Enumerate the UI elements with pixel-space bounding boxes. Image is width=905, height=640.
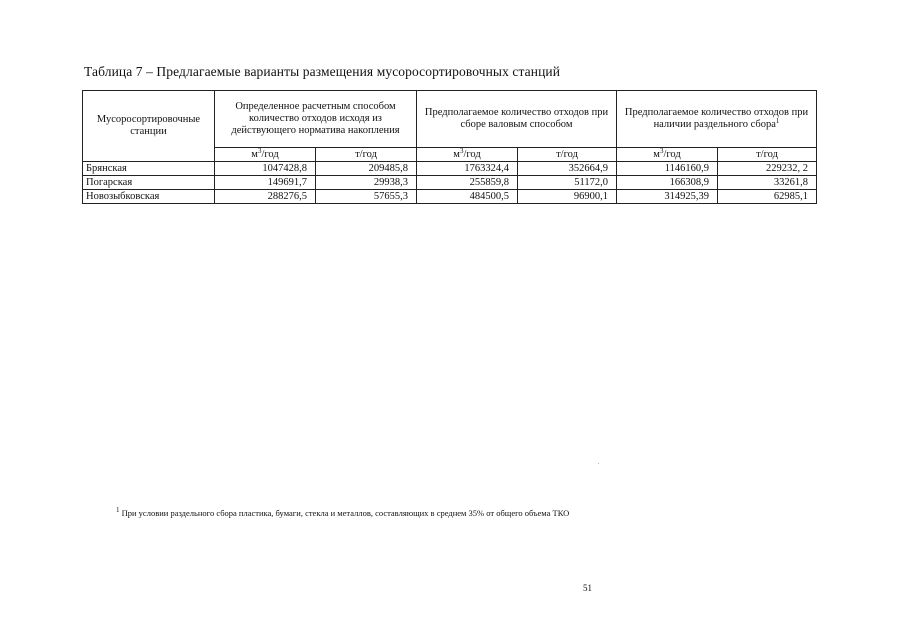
unit-m3: $м^3$/год	[617, 148, 718, 162]
footnote-marker: 1	[116, 506, 120, 514]
table-row	[83, 162, 817, 176]
scan-speck	[598, 463, 599, 464]
unit-t: т/год	[518, 148, 617, 162]
table-row	[83, 190, 817, 204]
unit-t: т/год	[718, 148, 817, 162]
table-cell: 166308,9	[617, 176, 718, 190]
station-name: Новозыбковская	[83, 190, 215, 204]
table-cell: 51172,0	[518, 176, 617, 190]
footnote-ref: 1	[775, 117, 780, 125]
table-cell: 1047428,8	[215, 162, 316, 176]
header-separate-collection	[617, 91, 817, 148]
unit-t: т/год	[316, 148, 417, 162]
footnote-text: При условии раздельного сбора пластика, бумаги, стекла и металлов, составляющих в среднем 35% от общего объема ТКО	[121, 508, 570, 518]
station-name: Брянская	[83, 162, 215, 176]
unit-m3: $м^3$/год	[215, 148, 316, 162]
table-cell: 62985,1	[718, 190, 817, 204]
footnote	[116, 508, 569, 518]
table-cell: 288276,5	[215, 190, 316, 204]
table-cell: 149691,7	[215, 176, 316, 190]
table-cell: 352664,9	[518, 162, 617, 176]
table-row	[83, 176, 817, 190]
table-cell: 96900,1	[518, 190, 617, 204]
header-norm-method: Определенное расчетным способом количество отходов исходя из действующего норматива накопления	[215, 91, 417, 148]
table-cell: 57655,3	[316, 190, 417, 204]
waste-stations-table	[82, 90, 817, 204]
header-gross-collection: Предполагаемое количество отходов при сборе валовым способом	[417, 91, 617, 148]
table-cell: 209485,8	[316, 162, 417, 176]
page-number: 51	[583, 583, 592, 593]
table-cell: 1763324,4	[417, 162, 518, 176]
table-cell: 314925,39	[617, 190, 718, 204]
table-cell: 229232, 2	[718, 162, 817, 176]
table-cell: 33261,8	[718, 176, 817, 190]
table-cell: 484500,5	[417, 190, 518, 204]
table-caption: Таблица 7 – Предлагаемые варианты размещения мусоросортировочных станций	[84, 64, 561, 79]
header-separate-collection-text: Предполагаемое количество отходов при наличии раздельного сбора	[624, 107, 809, 130]
header-station: Мусоросортировочные станции	[83, 91, 215, 162]
table-cell: 29938,3	[316, 176, 417, 190]
table-cell: 255859,8	[417, 176, 518, 190]
unit-m3: $м^3$/год	[417, 148, 518, 162]
station-name: Погарская	[83, 176, 215, 190]
table-cell: 1146160,9	[617, 162, 718, 176]
